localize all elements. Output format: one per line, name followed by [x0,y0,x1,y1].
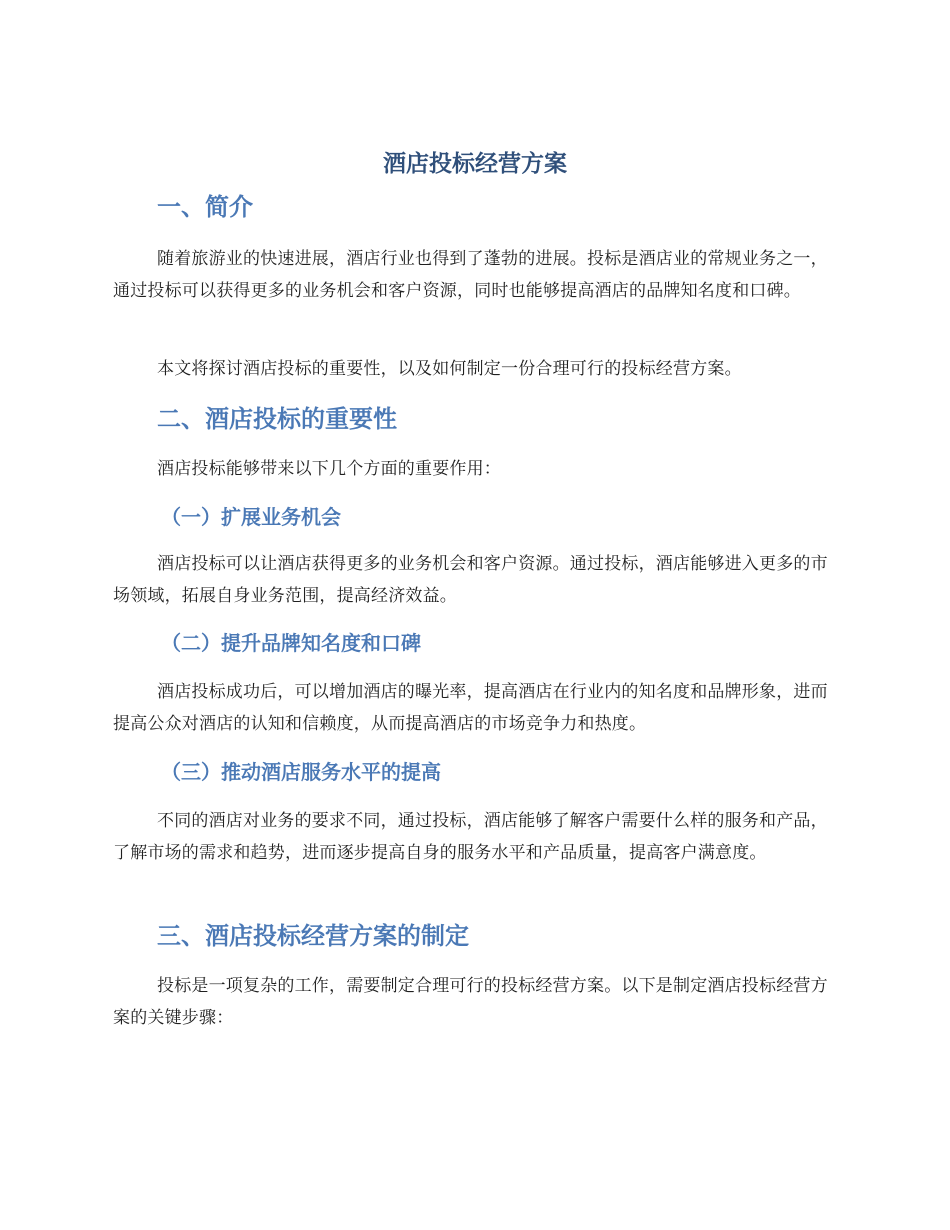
subsection-heading: （二）提升品牌知名度和口碑 [161,631,421,655]
section-heading-plan: 三、酒店投标经营方案的制定 [157,922,469,950]
section-heading-importance: 二、酒店投标的重要性 [157,405,397,433]
paragraph: 本文将探讨酒店投标的重要性，以及如何制定一份合理可行的投标经营方案。 [157,359,742,379]
subsection-heading: （三）推动酒店服务水平的提高 [161,760,441,784]
section-heading-intro: 一、简介 [157,193,253,221]
paragraph: 投标是一项复杂的工作，需要制定合理可行的投标经营方案。以下是制定酒店投标经营方案的关键步骤： [113,976,828,1028]
paragraph: 不同的酒店对业务的要求不同，通过投标，酒店能够了解客户需要什么样的服务和产品，了解市场的需求和趋势，进而逐步提高自身的服务水平和产品质量，提高客户满意度。 [113,811,828,863]
paragraph: 随着旅游业的快速进展，酒店行业也得到了蓬勃的进展。投标是酒店业的常规业务之一，通过投标可以获得更多的业务机会和客户资源，同时也能够提高酒店的品牌知名度和口碑。 [113,249,828,301]
paragraph: 酒店投标成功后，可以增加酒店的曝光率，提高酒店在行业内的知名度和品牌形象，进而提高公众对酒店的认知和信赖度，从而提高酒店的市场竞争力和热度。 [113,682,828,734]
subsection-heading: （一）扩展业务机会 [161,505,341,529]
paragraph: 酒店投标可以让酒店获得更多的业务机会和客户资源。通过投标，酒店能够进入更多的市场领域，拓展自身业务范围，提高经济效益。 [113,554,828,606]
paragraph: 酒店投标能够带来以下几个方面的重要作用： [157,459,501,479]
document-title: 酒店投标经营方案 [383,151,567,177]
